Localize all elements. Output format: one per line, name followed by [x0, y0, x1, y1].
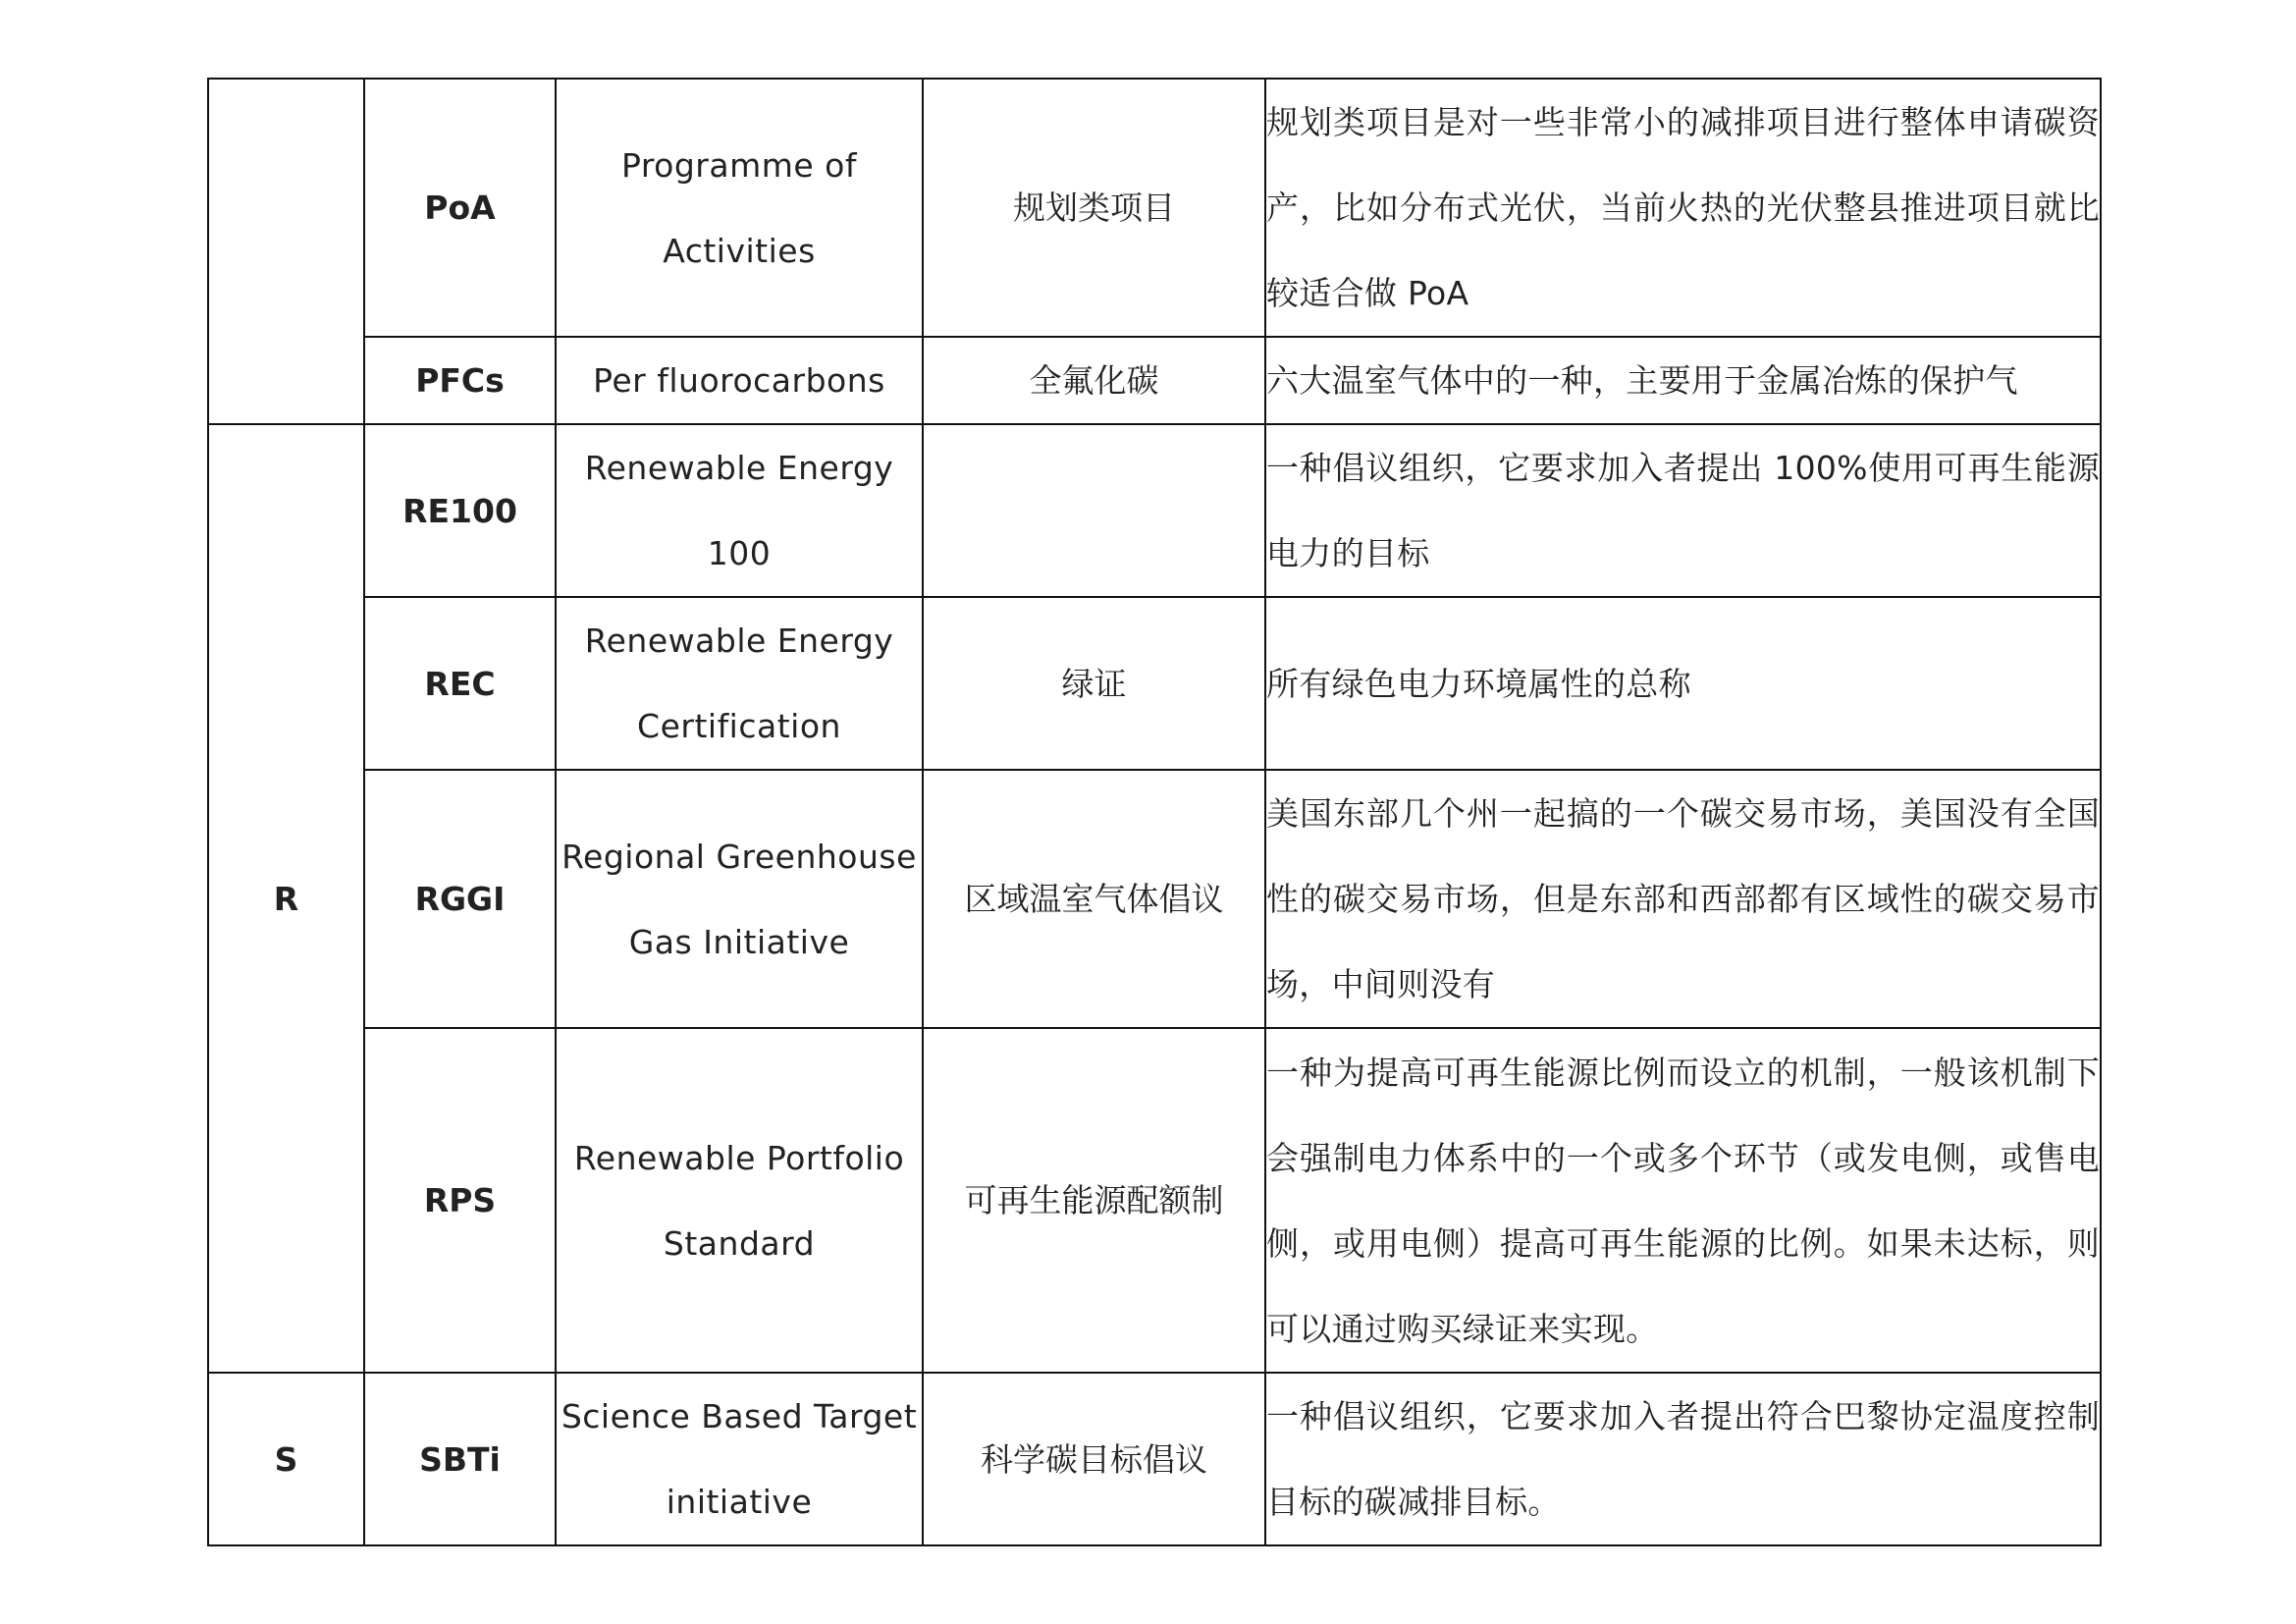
full-name-cell: Renewable Energy 100	[556, 424, 923, 597]
glossary-table	[207, 78, 2102, 1546]
chinese-name-cell	[923, 424, 1265, 597]
table-row-rec	[208, 597, 2101, 770]
chinese-name-cell: 规划类项目	[923, 79, 1265, 337]
description-cell: 所有绿色电力环境属性的总称	[1265, 597, 2101, 770]
table-row-sbti	[208, 1373, 2101, 1545]
description-cell: 规划类项目是对一些非常小的减排项目进行整体申请碳资产，比如分布式光伏，当前火热的光伏整县推进项目就比较适合做 PoA	[1265, 79, 2101, 337]
full-name-cell: Regional Greenhouse Gas Initiative	[556, 770, 923, 1028]
abbr-cell: REC	[364, 597, 556, 770]
chinese-name-cell: 科学碳目标倡议	[923, 1373, 1265, 1545]
table-row-rggi	[208, 770, 2101, 1028]
table-row-poa	[208, 79, 2101, 337]
full-name-cell: Science Based Target initiative	[556, 1373, 923, 1545]
letter-cell-p	[208, 79, 364, 424]
abbr-cell: RGGI	[364, 770, 556, 1028]
full-name-cell: Renewable Portfolio Standard	[556, 1028, 923, 1373]
letter-cell-r: R	[208, 424, 364, 1373]
description-cell: 六大温室气体中的一种，主要用于金属冶炼的保护气	[1265, 337, 2101, 424]
letter-cell-s: S	[208, 1373, 364, 1545]
table-row-rps	[208, 1028, 2101, 1373]
abbr-cell: PFCs	[364, 337, 556, 424]
chinese-name-cell: 可再生能源配额制	[923, 1028, 1265, 1373]
description-cell: 一种倡议组织，它要求加入者提出 100%使用可再生能源电力的目标	[1265, 424, 2101, 597]
full-name-cell: Per fluorocarbons	[556, 337, 923, 424]
full-name-cell: Programme of Activities	[556, 79, 923, 337]
table-row-pfcs	[208, 337, 2101, 424]
abbr-cell: SBTi	[364, 1373, 556, 1545]
chinese-name-cell: 绿证	[923, 597, 1265, 770]
full-name-cell: Renewable Energy Certification	[556, 597, 923, 770]
table-row-re100	[208, 424, 2101, 597]
abbr-cell: RPS	[364, 1028, 556, 1373]
chinese-name-cell: 全氟化碳	[923, 337, 1265, 424]
description-cell: 一种倡议组织，它要求加入者提出符合巴黎协定温度控制目标的碳减排目标。	[1265, 1373, 2101, 1545]
abbr-cell: PoA	[364, 79, 556, 337]
description-cell: 一种为提高可再生能源比例而设立的机制，一般该机制下会强制电力体系中的一个或多个环节（或发电侧，或售电侧，或用电侧）提高可再生能源的比例。如果未达标，则可以通过购买绿证来实现。	[1265, 1028, 2101, 1373]
chinese-name-cell: 区域温室气体倡议	[923, 770, 1265, 1028]
description-cell: 美国东部几个州一起搞的一个碳交易市场，美国没有全国性的碳交易市场，但是东部和西部都有区域性的碳交易市场，中间则没有	[1265, 770, 2101, 1028]
abbr-cell: RE100	[364, 424, 556, 597]
